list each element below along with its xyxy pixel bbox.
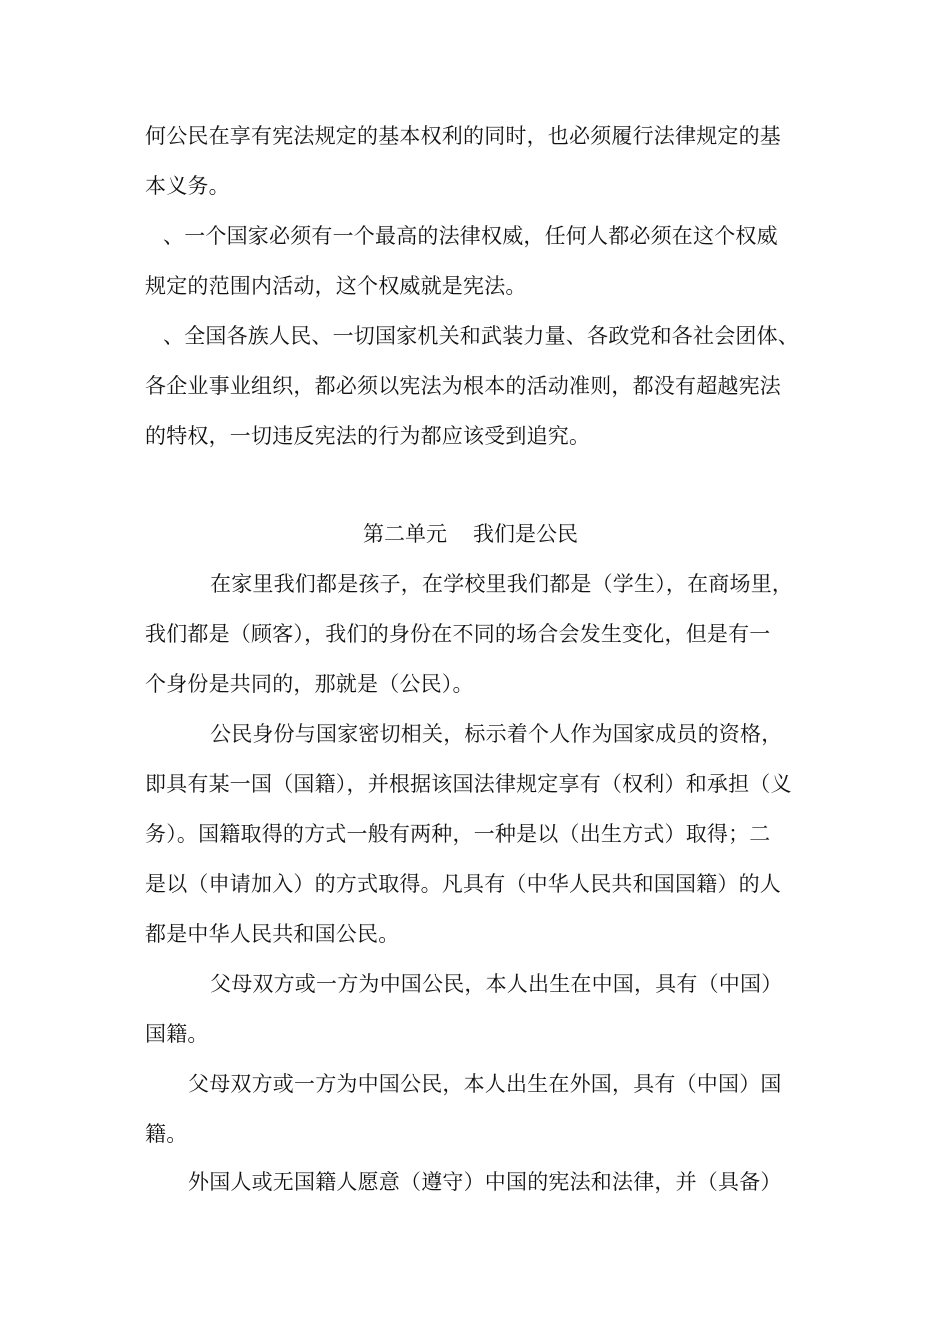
paragraph-1-line-2: 本义务。 — [145, 174, 230, 198]
paragraph-3-line-2: 各企业事业组织，都必须以宪法为根本的活动准则，都没有超越宪法 — [145, 374, 781, 398]
paragraph-7-line-2: 籍。 — [145, 1122, 188, 1146]
paragraph-3-line-1: 、全国各族人民、一切国家机关和武装力量、各政党和各社会团体、 — [163, 324, 799, 348]
paragraph-2-line-1: 、一个国家必须有一个最高的法律权威，任何人都必须在这个权威 — [163, 224, 778, 248]
paragraph-5-line-4: 是以（申请加入）的方式取得。凡具有（中华人民共和国国籍）的人 — [145, 872, 781, 896]
paragraph-8-line-1: 外国人或无国籍人愿意（遵守）中国的宪法和法律，并（具备） — [188, 1170, 782, 1194]
paragraph-4-line-2: 我们都是（顾客），我们的身份在不同的场合会发生变化，但是有一 — [145, 622, 771, 646]
paragraph-3-line-3: 的特权，一切违反宪法的行为都应该受到追究。 — [145, 424, 591, 448]
paragraph-4-line-3: 个身份是共同的，那就是（公民）。 — [145, 672, 474, 696]
paragraph-2-line-2: 规定的范围内活动，这个权威就是宪法。 — [145, 274, 527, 298]
section-title: 我们是公民 — [473, 522, 578, 546]
paragraph-1-line-1: 何公民在享有宪法规定的基本权利的同时，也必须履行法律规定的基 — [145, 124, 781, 148]
paragraph-4-line-1: 在家里我们都是孩子，在学校里我们都是（学生），在商场里， — [210, 572, 794, 596]
section-unit-label: 第二单元 — [363, 522, 447, 546]
paragraph-6-line-1: 父母双方或一方为中国公民，本人出生在中国，具有（中国） — [210, 972, 783, 996]
paragraph-5-line-3: 务）。国籍取得的方式一般有两种，一种是以（出生方式）取得；二 — [145, 822, 771, 846]
paragraph-6-line-2: 国籍。 — [145, 1022, 209, 1046]
paragraph-5-line-5: 都是中华人民共和国公民。 — [145, 922, 400, 946]
paragraph-5-line-2: 即具有某一国（国籍），并根据该国法律规定享有（权利）和承担（义 — [145, 772, 792, 796]
paragraph-5-line-1: 公民身份与国家密切相关，标示着个人作为国家成员的资格， — [210, 722, 783, 746]
paragraph-7-line-1: 父母双方或一方为中国公民，本人出生在外国，具有（中国）国 — [188, 1072, 782, 1096]
section-heading — [363, 519, 578, 549]
